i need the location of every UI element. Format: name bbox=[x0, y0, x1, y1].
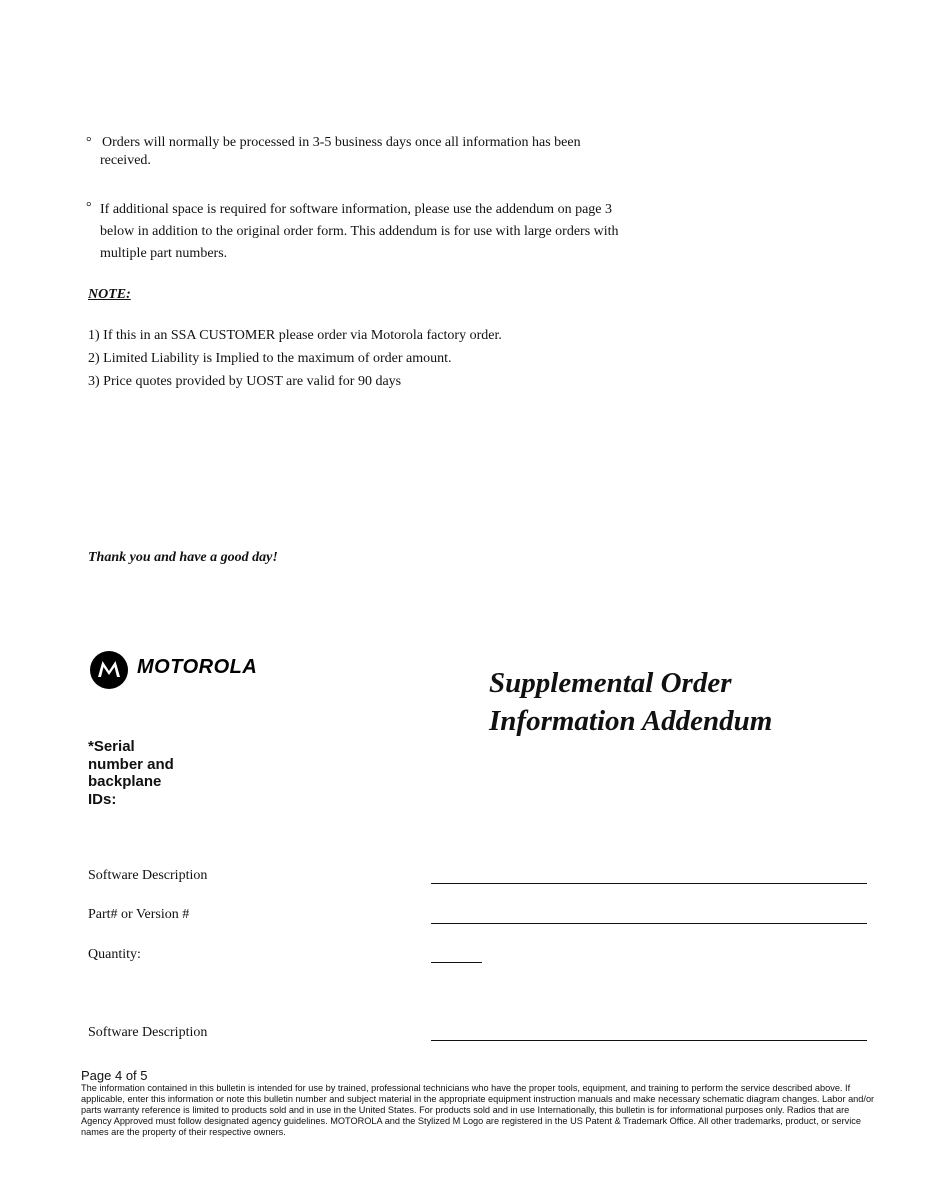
note-number: 3) bbox=[88, 374, 100, 389]
note-item bbox=[88, 327, 502, 345]
bullet-symbol: ° bbox=[86, 200, 92, 215]
serial-label-line: IDs: bbox=[88, 790, 117, 808]
motorola-logo bbox=[89, 650, 129, 695]
serial-label-line: *Serial bbox=[88, 738, 135, 755]
software-description-line[interactable] bbox=[431, 883, 867, 884]
motorola-batwing-icon bbox=[89, 650, 129, 690]
quantity-label: Quantity: bbox=[88, 947, 141, 962]
bullet-item bbox=[86, 134, 92, 152]
bullet-symbol: ° bbox=[86, 135, 92, 150]
footer-disclaimer: The information contained in this bulletin is intended for use by trained, professional technicians who have the proper tools, equipment, and training to perform the service described above. If applicable, enter this information or note this bulletin number and subject material in the appropriate equipment instruction manuals and make necessary schematic diagram changes. Labor and/or parts warranty reference is limited to products sold and in use in the United States. For products sold and in use Internationally, this bulletin is for informational purposes only. Radios that are Agency Approved must follow designated agency guidelines. MOTOROLA and the Stylized M Logo are registered in the US Patent & Trademark Office. All other trademarks, product, or service names are the property of their respective owners. bbox=[81, 1083, 875, 1137]
note-text: Limited Liability is Implied to the maximum of order amount. bbox=[103, 351, 452, 366]
page-number: Page 4 of 5 bbox=[81, 1068, 148, 1083]
note-item bbox=[88, 350, 452, 368]
note-number: 2) bbox=[88, 351, 100, 366]
software-description-label: Software Description bbox=[88, 1025, 208, 1040]
note-item bbox=[88, 373, 401, 391]
bullet-text: If additional space is required for software information, please use the addendum on page 3 below in addition to the original order form. This addendum is for use with large orders with multiple part numbers. bbox=[100, 202, 619, 261]
addendum-title-line: Supplemental Order bbox=[489, 667, 732, 699]
note-text: Price quotes provided by UOST are valid for 90 days bbox=[103, 374, 402, 389]
serial-label-line: number and bbox=[88, 755, 174, 773]
software-description-label: Software Description bbox=[88, 868, 208, 883]
motorola-wordmark: MOTOROLA bbox=[137, 656, 258, 678]
quantity-line[interactable] bbox=[431, 962, 482, 963]
addendum-title-line: Information Addendum bbox=[489, 705, 773, 737]
serial-label-line: backplane bbox=[88, 773, 162, 790]
bullet-item bbox=[86, 199, 92, 217]
part-version-line[interactable] bbox=[431, 923, 867, 924]
addendum-title bbox=[489, 664, 772, 740]
serial-label bbox=[88, 738, 174, 808]
note-heading: NOTE: bbox=[88, 287, 131, 302]
software-description-line[interactable] bbox=[431, 1040, 867, 1041]
bullet-text: Orders will normally be processed in 3-5 business days once all information has been received. bbox=[100, 135, 581, 168]
note-number: 1) bbox=[88, 328, 100, 343]
thank-you-message: Thank you and have a good day! bbox=[88, 550, 278, 565]
note-text: If this in an SSA CUSTOMER please order via Motorola factory order. bbox=[103, 328, 502, 343]
part-version-label: Part# or Version # bbox=[88, 907, 190, 922]
